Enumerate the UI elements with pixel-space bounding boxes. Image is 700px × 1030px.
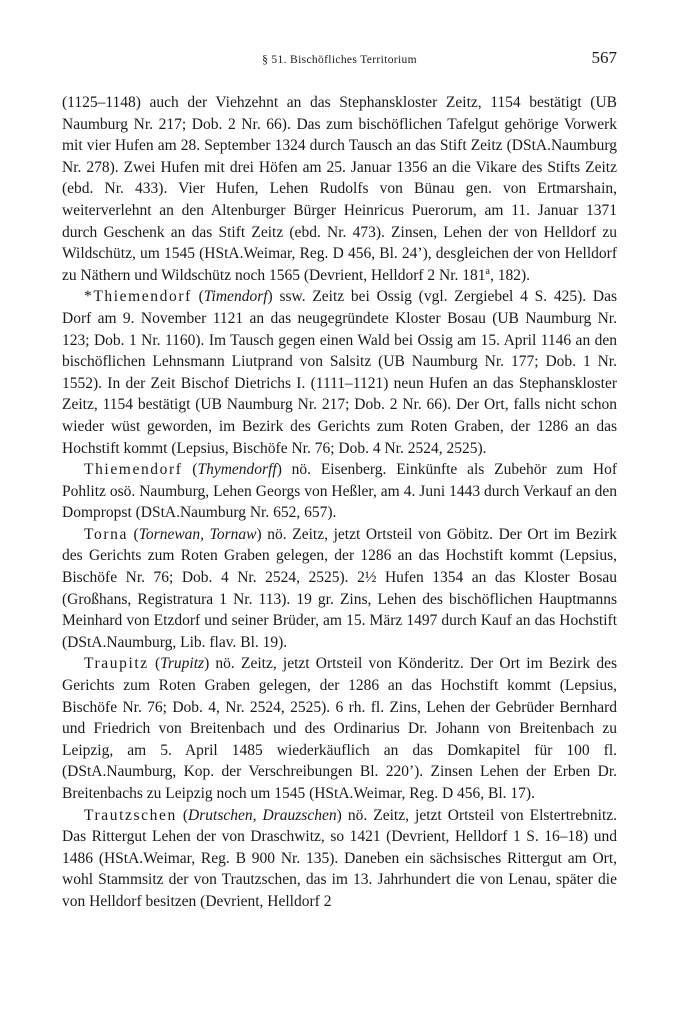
punctuation: ( <box>148 655 161 673</box>
historical-name-form: Thymendorff <box>197 461 277 479</box>
historical-name-form: Tornewan, Tornaw <box>138 525 257 543</box>
entry-traupitz <box>62 653 617 804</box>
historical-name-form: Timendorf <box>203 288 268 306</box>
historical-name-form: Drutschen, Drauzschen <box>188 806 337 824</box>
running-title: § 51. Bischöfliches Territorium <box>262 54 417 66</box>
entry-text: ) nö. Eisenberg. Einkünfte als Zubehör zum Hof Pohlitz osö. Naumburg, Lehen Georgs von Heßler, am 4. Juni 1443 durch Verkauf an den Dompropst (DStA.Naumburg Nr. 652, 657). <box>62 461 618 522</box>
punctuation: ( <box>127 525 139 543</box>
paragraph-text: (1125–1148) auch der Viehzehnt an das Stephanskloster Zeitz, 1154 bestätigt (UB Naumburg Nr. 217; Dob. 2 Nr. 66). Das zum bischöflichen Tafelgut gehörige Vorwerk mit vier Hufen am 28. September 1324 durch Tausch an das Stift Zeitz (DStA.Naumburg Nr. 278). Zwei Hufen mit drei Höfen am 25. Januar 1356 an die Vikare des Stifts Zeitz (ebd. Nr. 433). Vier Hufen, Lehen Rudolfs von Bünau gen. von Ertmarshain, weiterverlehnt an den Altenburger Bürger Heinricus Puerorum, am 11. Januar 1371 durch Geschenk an das Stift Zeitz (ebd. Nr. 473). Zinsen, Lehen der von Helldorf zu Wildschütz, um 1545 (HStA.Weimar, Reg. D 456, Bl. 24’), desgleichen der von Helldorf zu Näthern und Wildschütz noch 1565 (Devrient, Helldorf 2 Nr. 181 <box>62 94 617 284</box>
entry-text: ) ssw. Zeitz bei Ossig (vgl. Zergiebel 4 S. 425). Das Dorf am 9. November 1121 an das neugegründete Kloster Bosau (UB Naumburg Nr. 123; Dob. 1 Nr. 1160). Im Tausch gegen einen Wald bei Ossig am 15. April 1146 an den bischöflichen Lehnsmann Liutprand von Salsitz (UB Naumburg Nr. 177; Dob. 1 Nr. 1552). In der Zeit Bischof Dietrichs I. (1111–1121) neun Hufen an das Stephanskloster Zeitz, 1154 bestätigt (UB Naumburg Nr. 217; Dob. 2 Nr. 66). Der Ort, falls nicht schon wieder wüst geworden, im Bezirk des Gerichts zum Roten Graben, der 1286 an das Hochstift kommt (Lepsius, Bischöfe Nr. 76; Dob. 4 Nr. 2524, 2525). <box>62 288 617 457</box>
entry-thiemendorf-eisenberg <box>62 459 617 524</box>
entry-headword: Torna <box>84 525 128 543</box>
punctuation: ( <box>176 806 189 824</box>
paragraph-text: , 182). <box>489 266 531 284</box>
entry-trautzschen <box>62 805 617 913</box>
entry-torna <box>62 524 617 654</box>
entry-text: ) nö. Zeitz, jetzt Ortsteil von Könderitz. Der Ort im Bezirk des Gerichts zum Roten Graben gelegen, der 1286 an das Hochstift kommt (Lepsius, Bischöfe Nr. 76; Dob. 4, Nr. 2524, 2525). 6 rh. fl. Zins, Lehen der Gebrüder Bernhard und Friedrich von Breitenbach und des Ordinarius Dr. Johann von Breitenbach zu Leipzig, am 5. April 1485 wiederkäuflich an das Domkapitel für 100 fl. (DStA.Naumburg, Kop. der Verschreibungen Bl. 220’). Zinsen Lehen der Erben Dr. Breitenbachs zu Leipzig noch um 1545 (HStA.Weimar, Reg. D 456, Bl. 17). <box>62 655 617 802</box>
entry-headword: Trautzschen <box>84 806 177 824</box>
entry-text: ) nö. Zeitz, jetzt Ortsteil von Göbitz. Der Ort im Bezirk des Gerichts zum Roten Graben gelegen, der 1286 an das Hochstift kommt (Lepsius, Bischöfe Nr. 76; Dob. 4 Nr. 2524, 2525). 2½ Hufen 1354 an das Kloster Bosau (Großhans, Registratura 1 Nr. 113). 19 gr. Zins, Lehen des bischöflichen Hauptmanns Meinhard von Etzdorf und seiner Brüder, am 15. März 1497 durch Kauf an das Hochstift (DStA.Naumburg, Lib. flav. Bl. 19). <box>62 525 618 651</box>
superscript-mark: a <box>485 265 490 277</box>
punctuation: ( <box>191 288 204 306</box>
historical-name-form: Trupitz <box>160 655 205 673</box>
body-text <box>62 92 617 913</box>
entry-headword: Traupitz <box>84 655 149 673</box>
paragraph-continuation <box>62 92 617 286</box>
entry-thiemendorf-ossig <box>62 286 617 459</box>
entry-headword: *Thiemendorf <box>84 288 192 306</box>
entry-headword: Thiemendorf <box>84 461 183 479</box>
punctuation: ( <box>182 461 198 479</box>
page-number: 567 <box>591 48 617 67</box>
page-header <box>62 48 617 76</box>
entry-text: ) nö. Zeitz, jetzt Ortsteil von Elstertrebnitz. Das Rittergut Lehen der von Draschwitz, so 1421 (Devrient, Helldorf 1 S. 16–18) und 1486 (HStA.Weimar, Reg. B 900 Nr. 135). Daneben ein sächsisches Rittergut am Ort, wohl Stammsitz der von Trautzschen, das im 13. Jahrhundert die von Lenau, später die von Helldorf besitzen (Devrient, Helldorf 2 <box>62 806 617 910</box>
